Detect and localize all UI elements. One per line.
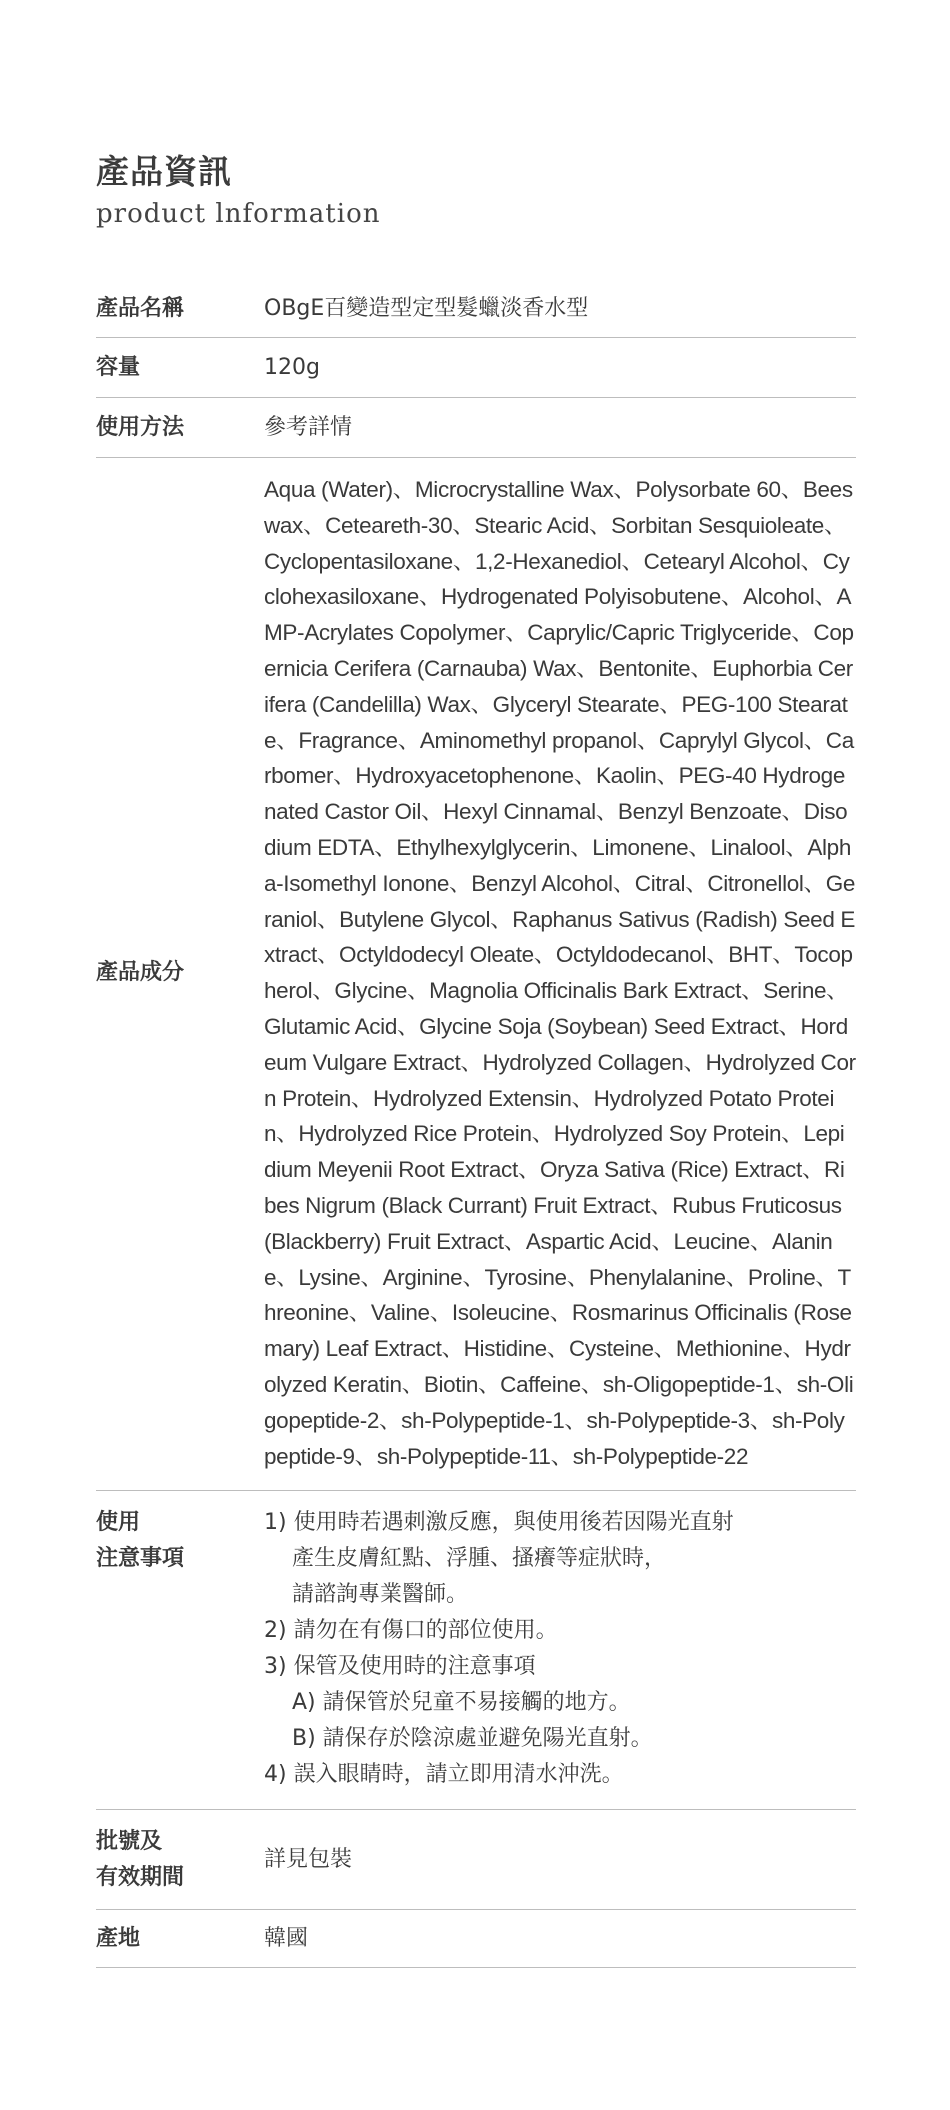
row-label: 產品名稱 [96,295,185,321]
row-value: 韓國 [264,1925,309,1951]
row-label: 容量 [96,354,141,380]
precaution-line: 請諮詢專業醫師。 [292,1582,469,1608]
row-value: OBgE百變造型定型髮蠟淡香水型 [264,295,589,321]
precaution-line: B) 請保存於陰涼處並避免陽光直射。 [292,1726,653,1752]
row-capacity [96,338,856,398]
label-line: 使用 [96,1510,141,1536]
precaution-line: 1) 使用時若遇刺激反應，與使用後若因陽光直射 [264,1510,734,1536]
row-label: 產地 [96,1925,141,1951]
row-precautions [96,1491,856,1810]
product-info-table [96,280,856,1968]
page-title: 產品資訊 [96,152,232,191]
precaution-line: 2) 請勿在有傷口的部位使用。 [264,1618,558,1644]
page-subtitle: product lnformation [96,199,381,229]
precaution-line: 3) 保管及使用時的注意事項 [264,1654,536,1680]
row-label [96,1505,264,1577]
precaution-line: 4) 誤入眼睛時，請立即用清水沖洗。 [264,1762,624,1788]
product-info-section [96,150,856,1968]
row-origin [96,1910,856,1968]
ingredients-text: Aqua (Water)、Microcrystalline Wax、Polysorbate 60、Bees wax、Ceteareth-30、Stearic Acid、Sorbitan Sesquioleate、Cyclopentasiloxane、1,2-Hexanediol、Cetearyl Alcohol、Cyclohexasiloxane、Hydrogenated Polyisobutene、Alcohol、AMP-Acrylates Copolymer、Caprylic/Capric Triglyceride、Copernicia Cerifera (Carnauba) Wax、Bentonite、Euphorbia Cerifera (Candelilla) Wax、Glyceryl Stearate、PEG-100 Stearate、Fragrance、Aminomethyl propanol、Caprylyl Glycol、Carbomer、Hydroxyacetophenone、Kaolin、PEG-40 Hydrogenated Castor Oil、Hexyl Cinnamal、Benzyl Benzoate、Disodium EDTA、Ethylhexylglycerin、Limonene、Linalool、Alpha-Isomethyl Ionone、Benzyl Alcohol、Citral、Citronellol、Geraniol、Butylene Glycol、Raphanus Sativus (Radish) Seed Extract、Octyldodecyl Oleate、Octyldodecanol、BHT、Tocopherol、Glycine、Magnolia Officinalis Bark Extract、Serine、Glutamic Acid、Glycine Soja (Soybean) Seed Extract、Hordeum Vulgare Extract、Hydrolyzed Collagen、Hydrolyzed Corn Protein、Hydrolyzed Extensin、Hydrolyzed Potato Protein、Hydrolyzed Rice Protein、Hydrolyzed Soy Protein、Lepidium Meyenii Root Extract、Oryza Sativa (Rice) Extract、Ribes Nigrum (Black Currant) Fruit Extract、Rubus Fruticosus (Blackberry) Fruit Extract、Aspartic Acid、Leucine、Alanine、Lysine、Arginine、Tyrosine、Phenylalanine、Proline、Threonine、Valine、Isoleucine、Rosmarinus Officinalis (Rosemary) Leaf Extract、Histidine、Cysteine、Methionine、Hydrolyzed Keratin、Biotin、Caffeine、sh-Oligopeptide-1、sh-Oligopeptide-2、sh-Polypeptide-1、sh-Polypeptide-3、sh-Polypeptide-9、sh-Polypeptide-11、sh-Polypeptide-22 [264,477,856,1469]
label-line: 注意事項 [96,1546,185,1572]
row-label [96,1824,264,1896]
precaution-line: A) 請保管於兒童不易接觸的地方。 [292,1690,631,1716]
precautions-list [264,1505,856,1793]
label-line: 有效期間 [96,1864,185,1890]
row-value: 參考詳情 [264,414,353,440]
row-batch-expiry [96,1810,856,1910]
precaution-line: 產生皮膚紅點、浮腫、搔癢等症狀時， [292,1546,667,1572]
row-label: 使用方法 [96,414,185,440]
row-value: 詳見包裝 [264,1846,353,1872]
row-ingredients [96,458,856,1491]
row-product-name [96,280,856,338]
row-label: 產品成分 [96,960,185,986]
row-usage [96,398,856,458]
row-value: 120g [264,354,320,380]
label-line: 批號及 [96,1828,163,1854]
